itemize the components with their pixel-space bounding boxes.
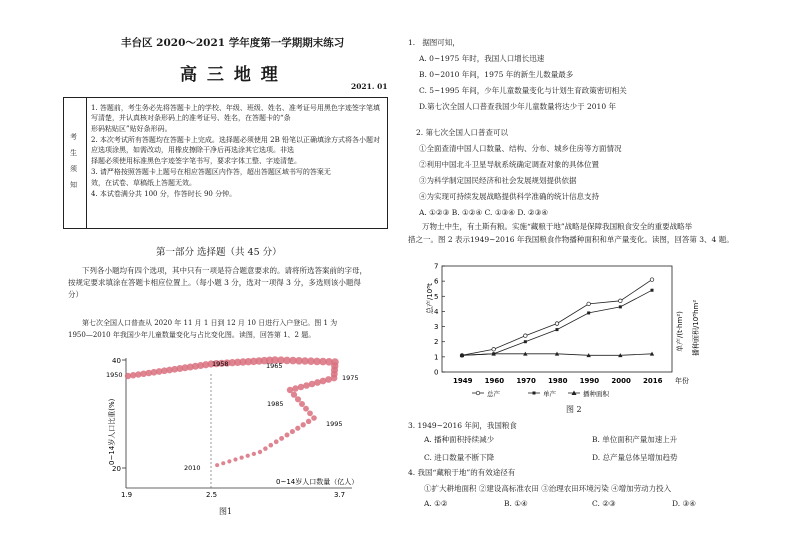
fig1-bubble bbox=[263, 446, 268, 451]
fig2-ytick-label: 7 bbox=[434, 262, 439, 271]
fig1-year-label: 1975 bbox=[342, 374, 359, 382]
fig1-bubble bbox=[240, 456, 244, 460]
part1-intro bbox=[68, 318, 388, 340]
figure2-caption: 图 2 bbox=[566, 405, 582, 414]
fig1-bubble bbox=[246, 454, 250, 458]
fig2-ytick-label: 5 bbox=[434, 292, 439, 301]
fig2-plot-frame bbox=[442, 266, 672, 372]
fig1-ytick-top: 40 bbox=[112, 357, 121, 365]
q1-option-b: B. 0~2010 年间，1975 年的新生儿数量最多 bbox=[419, 70, 574, 79]
q2-answers: A. ①②③ B. ①②④ C. ①③④ D. ②③④ bbox=[419, 208, 549, 217]
exam-title: 丰台区 2020～2021 学年度第一学期期末练习 bbox=[121, 37, 345, 49]
instruction-line: 下列各小题均有四个选项，其中只有一项是符合题意要求的。请将所选答案前的字母， bbox=[82, 266, 367, 275]
fig2-xtick-label: 1990 bbox=[579, 377, 600, 385]
fig1-ytick-bottom: 20 bbox=[112, 465, 121, 473]
figure1-bubble-chart bbox=[90, 350, 380, 520]
q2-stem: 2. 第七次全国人口普查可以 bbox=[416, 128, 509, 137]
notice-line: 4. 本试卷满分共 100 分，作答时长 90 分钟。 bbox=[91, 190, 237, 198]
fig1-bubble bbox=[303, 406, 309, 412]
q4-option-d: D. ③④ bbox=[672, 499, 696, 508]
q1-stem-text: 据图可知， bbox=[422, 38, 460, 47]
q1-stem bbox=[408, 38, 788, 48]
fig1-year-label: 1965 bbox=[266, 362, 283, 370]
fig2-ytick-label: 2 bbox=[434, 338, 439, 347]
fig2-legend-label: 单产 bbox=[543, 390, 556, 398]
notice-side-char: 生 bbox=[70, 149, 77, 157]
fig1-bubble bbox=[221, 461, 225, 465]
fig1-xtick: 3.7 bbox=[334, 491, 346, 499]
q1-option-d: D.第七次全国人口普查我国少年儿童数量将达少于 2010 年 bbox=[419, 102, 616, 111]
fig2-xtick-label: 2016 bbox=[643, 377, 663, 385]
notice-box bbox=[63, 97, 388, 229]
fig2-xtick-label: 1949 bbox=[453, 377, 473, 385]
fig2-ytick-label: 3 bbox=[434, 323, 439, 332]
fig2-point bbox=[619, 299, 623, 303]
fig1-bubble bbox=[290, 429, 295, 434]
fig1-bubble bbox=[227, 459, 231, 463]
q3-option-d: D. 总产量总体呈增加趋势 bbox=[592, 453, 678, 462]
fig2-legend bbox=[472, 389, 610, 398]
fig2-point bbox=[524, 334, 528, 338]
q3-block bbox=[408, 421, 788, 468]
q3-option-c: C. 进口数量不断下降 bbox=[424, 453, 495, 462]
fig1-bubble bbox=[252, 452, 256, 456]
fig2-ytick-label: 1 bbox=[434, 353, 439, 362]
fig1-bubble bbox=[292, 385, 298, 391]
notice-line: 效，在试卷、草稿纸上答题无效。 bbox=[91, 179, 196, 187]
fig2-series-line bbox=[462, 280, 652, 356]
q2-block bbox=[416, 128, 786, 218]
exam-date: 2021. 01 bbox=[351, 82, 388, 91]
q1-number: 1. bbox=[408, 38, 416, 47]
figure1-caption: 图1 bbox=[219, 507, 233, 516]
fig1-bubble bbox=[279, 436, 284, 441]
q2-item: ②利用中国北斗卫星导航系统确定调查对象的具体位置 bbox=[419, 160, 599, 169]
fig1-bubble bbox=[298, 384, 305, 391]
fig1-bubble bbox=[285, 433, 290, 438]
fig1-bubble bbox=[299, 401, 305, 407]
fig2-point bbox=[650, 278, 654, 282]
q1-option-c: C. 5~1995 年间，少年儿童数量变化与计划生育政策密切相关 bbox=[419, 86, 627, 95]
fig2-right-axis-label: 单产/(t·hm²) bbox=[676, 311, 684, 352]
notice-line: 1. 答题前，考生务必先将答题卡上的学校、年级、班级、姓名、准考证号用黑色字迹签字笔填写清楚，并认真核对条形码上的准考证号、姓名，在答题卡的“条 bbox=[91, 104, 380, 122]
notice-items bbox=[91, 103, 385, 199]
fig1-year-label: 1985 bbox=[267, 400, 284, 408]
notice-side-label bbox=[64, 98, 87, 228]
fig1-xtick: 2.5 bbox=[206, 491, 218, 499]
q34-intro-line: 万物土中生，有土斯有粮。实施“藏粮于地”战略是保障我国粮食安全的重要战略举 bbox=[422, 222, 693, 231]
fig1-bubble bbox=[306, 419, 311, 424]
q2-item: ④为实现可持续发展战略提供科学准确的统计信息支持 bbox=[419, 192, 599, 201]
notice-side-char: 考 bbox=[70, 133, 77, 141]
intro-line: 1950—2010 年我国少年儿童数量变化与占比变化图。读图，回答第 1、2 题。 bbox=[68, 331, 316, 339]
fig2-xtick-label: 2000 bbox=[611, 377, 631, 385]
notice-side-char: 须 bbox=[70, 165, 77, 173]
q4-stem: 4. 我国“藏粮于地”的有效途径有 bbox=[408, 468, 516, 477]
q34-intro-line: 措之一。图 2 表示1949~2016 年我国粮食作物播种面积和单产量变化。读图，回答第 3、4 题。 bbox=[408, 235, 734, 244]
q3-stem: 3. 1949~2016 年间，我国粮食 bbox=[408, 421, 517, 430]
fig1-bubble-path bbox=[125, 356, 339, 467]
subject-title: 高 三 地 理 bbox=[180, 65, 280, 85]
fig2-point bbox=[619, 305, 622, 308]
q34-intro bbox=[408, 222, 788, 245]
q3-option-a: A. 播种面积持续减少 bbox=[424, 435, 495, 444]
notice-line: 3. 请严格按照答题卡上题号在相应答题区内作答，超出答题区域书写的答案无 bbox=[91, 168, 331, 176]
fig2-point bbox=[651, 289, 654, 292]
fig1-xaxis-label: 0~14岁人口数量（亿人） bbox=[276, 478, 359, 486]
fig2-ytick-label: 6 bbox=[434, 277, 439, 286]
fig2-xtick-label: 1960 bbox=[484, 377, 505, 385]
fig2-point bbox=[492, 347, 496, 351]
intro-line: 第七次全国人口普查从 2020 年 11 月 1 日到 12 月 10 日进行入户登记。图 1 为 bbox=[82, 319, 338, 327]
q4-option-b: B. ①④ bbox=[504, 499, 528, 508]
fig1-bubble bbox=[295, 396, 301, 402]
fig1-year-label: 2010 bbox=[184, 464, 201, 472]
instruction-line: 按规定要求填涂在答题卡相应位置上。（每小题 3 分，选对一项得 3 分，多选则该小题得 bbox=[68, 278, 361, 287]
part1-title: 第一部分 选择题（共 45 分） bbox=[156, 247, 282, 258]
fig1-bubble bbox=[301, 422, 306, 427]
q4-option-c: C. ②③ bbox=[592, 499, 616, 508]
figure2-line-chart bbox=[408, 256, 708, 414]
fig1-bubble bbox=[309, 381, 316, 388]
fig2-left-axis-label: 总产/10⁸t bbox=[426, 283, 434, 314]
fig1-xtick: 1.9 bbox=[121, 491, 133, 499]
fig2-point bbox=[587, 311, 590, 314]
fig2-ytick-label: 0 bbox=[434, 368, 439, 377]
fig2-point bbox=[524, 340, 527, 343]
fig2-legend-label: 播种面积 bbox=[583, 390, 609, 398]
fig2-legend-label: 总产 bbox=[487, 390, 500, 398]
fig2-point bbox=[587, 302, 591, 306]
fig1-bubble bbox=[295, 426, 300, 431]
fig2-point bbox=[555, 322, 559, 326]
fig1-bubble bbox=[303, 382, 310, 389]
fig1-bubble bbox=[233, 457, 237, 461]
notice-side-char: 知 bbox=[70, 181, 77, 189]
fig2-ytick-label: 4 bbox=[434, 307, 439, 316]
fig2-xtick-label: 1970 bbox=[516, 377, 536, 385]
q1-option-a: A. 0~1975 年时，我国人口增长迅速 bbox=[419, 54, 545, 63]
fig1-yaxis-label: 0~14岁人口比重(%) bbox=[108, 398, 116, 465]
fig1-bubble bbox=[258, 450, 262, 454]
q2-item: ①全面查清中国人口数量、结构、分布、城乡住房等方面情况 bbox=[419, 144, 622, 153]
fig1-bubble bbox=[307, 410, 313, 416]
fig2-right-axis-label: 播种面积/10⁸hm² bbox=[692, 299, 700, 356]
fig2-x-unit: 年份 bbox=[675, 377, 689, 385]
q1-block bbox=[408, 38, 788, 112]
part1-instructions bbox=[68, 266, 388, 300]
notice-line: 形码粘贴区”贴好条形码。 bbox=[91, 125, 172, 133]
notice-line: 2. 本次考试所有答题均在答题卡上完成。选择题必须使用 2B 铅笔以正确填涂方式将各小题对应选项涂黑，如需改动，用橡皮擦除干净后再选涂其它选项。非选 bbox=[91, 136, 380, 154]
instruction-line: 分） bbox=[68, 290, 83, 299]
fig1-bubble bbox=[274, 439, 279, 444]
fig1-year-label: 1958 bbox=[212, 360, 229, 368]
fig1-year-label: 1950 bbox=[106, 371, 123, 379]
notice-line: 择题必须使用标准黑色字迹签字笔书写，要求字体工整、字迹清楚。 bbox=[91, 157, 301, 165]
fig1-bubble bbox=[311, 415, 317, 421]
fig2-xtick-label: 1980 bbox=[548, 377, 568, 385]
fig2-point bbox=[556, 328, 559, 331]
q4-items: ①扩大耕地面积 ②建设高标准农田 ③治理农田环境污染 ④增加劳动力投入 bbox=[424, 484, 672, 493]
fig1-bubble bbox=[215, 463, 219, 467]
fig1-year-label: 1995 bbox=[326, 420, 343, 428]
q3-option-b: B. 单位面积产量加速上升 bbox=[592, 435, 678, 444]
fig1-bubble bbox=[268, 443, 273, 448]
q4-option-a: A. ①② bbox=[424, 499, 448, 508]
q4-block bbox=[408, 468, 788, 514]
q2-item: ③为科学制定国民经济和社会发展规划提供依据 bbox=[419, 176, 577, 185]
